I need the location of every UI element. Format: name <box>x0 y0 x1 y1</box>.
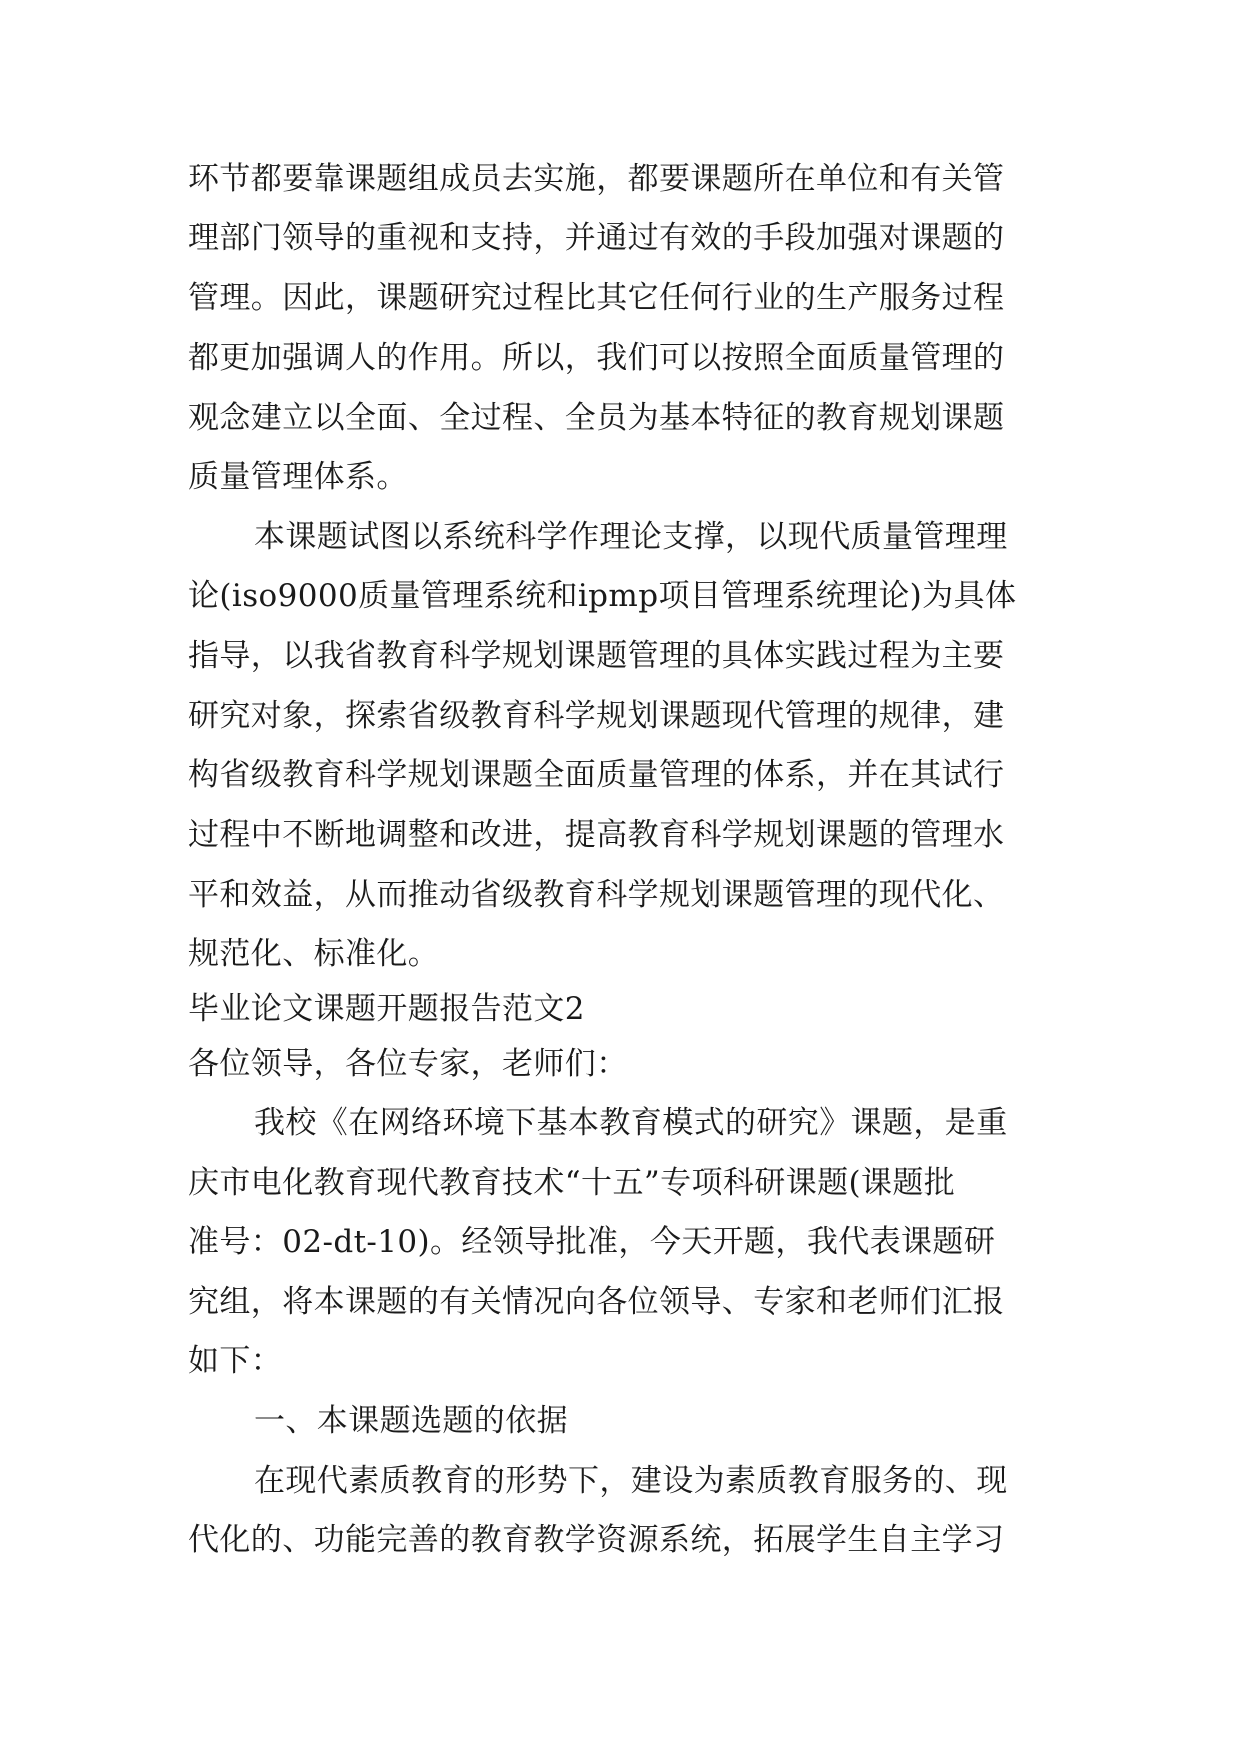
paragraph-line: 观念建立以全面、全过程、全员为基本特征的教育规划课题 <box>188 400 1005 436</box>
paragraph-line: 平和效益，从而推动省级教育科学规划课题管理的现代化、 <box>188 877 1005 913</box>
paragraph-line: 代化的、功能完善的教育教学资源系统，拓展学生自主学习 <box>188 1522 1005 1558</box>
paragraph-line: 究组，将本课题的有关情况向各位领导、专家和老师们汇报 <box>188 1284 1005 1320</box>
paragraph-line: 理部门领导的重视和支持，并通过有效的手段加强对课题的 <box>188 220 1005 256</box>
paragraph-line: 庆市电化教育现代教育技术“十五”专项科研课题(课题批 <box>188 1165 956 1201</box>
paragraph-line: 指导，以我省教育科学规划课题管理的具体实践过程为主要 <box>188 638 1005 674</box>
paragraph-line: 构省级教育科学规划课题全面质量管理的体系，并在其试行 <box>188 757 1005 793</box>
paragraph-line: 都更加强调人的作用。所以，我们可以按照全面质量管理的 <box>188 340 1005 376</box>
paragraph-line: 准号：02-dt-10)。经领导批准，今天开题，我代表课题研 <box>188 1224 996 1260</box>
paragraph-line: 环节都要靠课题组成员去实施，都要课题所在单位和有关管 <box>188 161 1005 197</box>
paragraph-line: 研究对象，探索省级教育科学规划课题现代管理的规律，建 <box>188 698 1005 734</box>
paragraph-line: 质量管理体系。 <box>188 459 408 495</box>
paragraph-line: 本课题试图以系统科学作理论支撑，以现代质量管理理 <box>254 519 1008 555</box>
paragraph-line: 论(iso9000质量管理系统和ipmp项目管理系统理论)为具体 <box>188 578 1017 614</box>
salutation: 各位领导，各位专家，老师们： <box>188 1046 628 1082</box>
section-heading: 毕业论文课题开题报告范文2 <box>188 991 585 1027</box>
paragraph-line: 我校《在网络环境下基本教育模式的研究》课题，是重 <box>254 1105 1008 1141</box>
paragraph-line: 规范化、标准化。 <box>188 936 440 972</box>
paragraph-line: 过程中不断地调整和改进，提高教育科学规划课题的管理水 <box>188 817 1005 853</box>
paragraph-line: 在现代素质教育的形势下，建设为素质教育服务的、现 <box>254 1463 1008 1499</box>
paragraph-line: 管理。因此，课题研究过程比其它任何行业的生产服务过程 <box>188 280 1005 316</box>
paragraph-line: 如下： <box>188 1343 283 1379</box>
subsection-heading: 一、本课题选题的依据 <box>254 1403 568 1439</box>
